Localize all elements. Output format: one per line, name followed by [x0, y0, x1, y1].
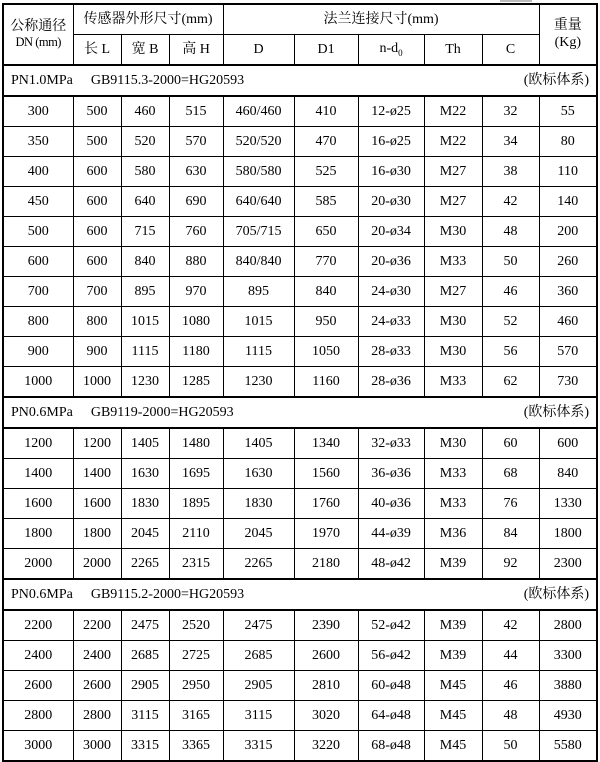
- data-cell: 2725: [169, 641, 223, 671]
- data-cell: 525: [294, 157, 358, 187]
- data-cell: 2200: [3, 610, 73, 641]
- data-cell: 715: [121, 217, 169, 247]
- data-cell: 1180: [169, 337, 223, 367]
- data-cell: 1160: [294, 367, 358, 398]
- data-cell: 300: [3, 96, 73, 127]
- data-row: [3, 459, 597, 489]
- data-cell: M27: [424, 157, 482, 187]
- data-cell: 2950: [169, 671, 223, 701]
- data-row: [3, 217, 597, 247]
- data-cell: 640/640: [223, 187, 294, 217]
- data-row: [3, 187, 597, 217]
- data-cell: 28-ø36: [358, 367, 424, 398]
- data-cell: 36-ø36: [358, 459, 424, 489]
- data-row: [3, 247, 597, 277]
- data-cell: 3220: [294, 731, 358, 762]
- data-cell: 92: [482, 549, 539, 580]
- data-row: [3, 731, 597, 762]
- data-row: [3, 157, 597, 187]
- data-cell: 840: [294, 277, 358, 307]
- data-cell: 520/520: [223, 127, 294, 157]
- data-cell: 12-ø25: [358, 96, 424, 127]
- data-cell: 2810: [294, 671, 358, 701]
- data-cell: 60: [482, 428, 539, 459]
- data-cell: 50: [482, 247, 539, 277]
- data-cell: 360: [539, 277, 597, 307]
- data-cell: 840: [121, 247, 169, 277]
- column-header-dn: [3, 4, 73, 65]
- data-cell: 3165: [169, 701, 223, 731]
- data-cell: 44-ø39: [358, 519, 424, 549]
- weight-label-line2: (Kg): [554, 34, 582, 50]
- data-cell: 2685: [121, 641, 169, 671]
- data-cell: 56: [482, 337, 539, 367]
- data-cell: 3315: [223, 731, 294, 762]
- data-cell: 1285: [169, 367, 223, 398]
- data-cell: 450: [3, 187, 73, 217]
- data-cell: 2265: [121, 549, 169, 580]
- data-cell: 5580: [539, 731, 597, 762]
- section-header-cell: [3, 397, 597, 428]
- section-header-cell: [3, 579, 597, 610]
- data-cell: 500: [73, 127, 121, 157]
- data-row: [3, 489, 597, 519]
- data-cell: 2685: [223, 641, 294, 671]
- flange-standard-label: GB9115.2-2000=HG20593: [90, 586, 245, 602]
- data-cell: 84: [482, 519, 539, 549]
- data-cell: 400: [3, 157, 73, 187]
- data-cell: 2265: [223, 549, 294, 580]
- data-cell: 3020: [294, 701, 358, 731]
- data-cell: M39: [424, 641, 482, 671]
- data-cell: 1340: [294, 428, 358, 459]
- data-cell: M30: [424, 307, 482, 337]
- data-cell: 48: [482, 701, 539, 731]
- data-cell: 2110: [169, 519, 223, 549]
- data-cell: 1695: [169, 459, 223, 489]
- data-cell: 1895: [169, 489, 223, 519]
- data-cell: 1800: [539, 519, 597, 549]
- data-cell: 200: [539, 217, 597, 247]
- data-cell: 16-ø25: [358, 127, 424, 157]
- data-cell: M45: [424, 731, 482, 762]
- data-cell: 1080: [169, 307, 223, 337]
- data-cell: 3000: [73, 731, 121, 762]
- data-cell: 1830: [121, 489, 169, 519]
- flange-standard-label: GB9115.3-2000=HG20593: [90, 72, 245, 88]
- data-cell: 56-ø42: [358, 641, 424, 671]
- data-cell: 16-ø30: [358, 157, 424, 187]
- flange-dimension-table: [2, 3, 598, 762]
- data-cell: M39: [424, 610, 482, 641]
- data-cell: M39: [424, 549, 482, 580]
- section-header-row: [3, 65, 597, 96]
- data-cell: 3880: [539, 671, 597, 701]
- data-cell: 630: [169, 157, 223, 187]
- data-cell: 2200: [73, 610, 121, 641]
- data-cell: 585: [294, 187, 358, 217]
- data-cell: 895: [223, 277, 294, 307]
- data-cell: 76: [482, 489, 539, 519]
- data-cell: 2315: [169, 549, 223, 580]
- section-header-row: [3, 397, 597, 428]
- column-header: Th: [424, 35, 482, 66]
- data-cell: 28-ø33: [358, 337, 424, 367]
- data-cell: 600: [73, 157, 121, 187]
- header-subcolumn-row: [3, 35, 597, 66]
- data-cell: 1050: [294, 337, 358, 367]
- data-cell: 760: [169, 217, 223, 247]
- data-cell: 24-ø30: [358, 277, 424, 307]
- data-cell: 570: [539, 337, 597, 367]
- header-group-row: [3, 4, 597, 35]
- data-cell: 48-ø42: [358, 549, 424, 580]
- data-cell: 1200: [3, 428, 73, 459]
- data-row: [3, 127, 597, 157]
- data-cell: 3300: [539, 641, 597, 671]
- data-cell: 260: [539, 247, 597, 277]
- data-cell: M22: [424, 127, 482, 157]
- data-cell: 2390: [294, 610, 358, 641]
- data-cell: 2400: [73, 641, 121, 671]
- data-cell: 2905: [223, 671, 294, 701]
- data-cell: 2475: [121, 610, 169, 641]
- data-cell: M33: [424, 247, 482, 277]
- table-body: [3, 65, 597, 761]
- data-cell: 4930: [539, 701, 597, 731]
- data-cell: 520: [121, 127, 169, 157]
- data-cell: 1230: [121, 367, 169, 398]
- column-header: 宽 B: [121, 35, 169, 66]
- data-cell: 2905: [121, 671, 169, 701]
- data-cell: 2000: [3, 549, 73, 580]
- data-row: [3, 610, 597, 641]
- data-cell: 2800: [73, 701, 121, 731]
- data-cell: 20-ø30: [358, 187, 424, 217]
- data-cell: 40-ø36: [358, 489, 424, 519]
- data-cell: 48: [482, 217, 539, 247]
- data-cell: 950: [294, 307, 358, 337]
- data-cell: 62: [482, 367, 539, 398]
- standard-system-note: (欧标体系): [523, 586, 590, 602]
- group-header-sensor-dimensions: 传感器外形尺寸(mm): [73, 4, 223, 35]
- data-cell: M22: [424, 96, 482, 127]
- data-cell: M45: [424, 671, 482, 701]
- data-row: [3, 519, 597, 549]
- data-cell: 900: [73, 337, 121, 367]
- data-cell: M30: [424, 337, 482, 367]
- data-cell: 1115: [223, 337, 294, 367]
- data-cell: 80: [539, 127, 597, 157]
- column-header-weight: [539, 4, 597, 65]
- data-cell: 68-ø48: [358, 731, 424, 762]
- data-cell: 20-ø36: [358, 247, 424, 277]
- data-cell: 770: [294, 247, 358, 277]
- data-row: [3, 367, 597, 398]
- data-row: [3, 549, 597, 580]
- data-cell: 1330: [539, 489, 597, 519]
- data-cell: 52: [482, 307, 539, 337]
- pressure-rating-label: PN0.6MPa: [11, 586, 73, 602]
- data-cell: 60-ø48: [358, 671, 424, 701]
- data-cell: 600: [3, 247, 73, 277]
- data-cell: 42: [482, 610, 539, 641]
- data-cell: 2600: [73, 671, 121, 701]
- data-cell: 600: [73, 247, 121, 277]
- data-row: [3, 428, 597, 459]
- pressure-rating-label: PN0.6MPa: [11, 404, 73, 420]
- data-cell: 46: [482, 671, 539, 701]
- data-cell: 1800: [3, 519, 73, 549]
- section-header-cell: [3, 65, 597, 96]
- data-cell: 1600: [3, 489, 73, 519]
- data-cell: 1630: [223, 459, 294, 489]
- data-cell: M30: [424, 428, 482, 459]
- data-cell: 470: [294, 127, 358, 157]
- data-cell: 705/715: [223, 217, 294, 247]
- data-cell: M27: [424, 187, 482, 217]
- standard-system-note: (欧标体系): [523, 72, 590, 88]
- data-cell: 460: [539, 307, 597, 337]
- data-cell: 880: [169, 247, 223, 277]
- data-cell: 1115: [121, 337, 169, 367]
- data-cell: 1000: [73, 367, 121, 398]
- group-header-flange-dimensions: 法兰连接尺寸(mm): [223, 4, 539, 35]
- data-cell: 2180: [294, 549, 358, 580]
- data-cell: 42: [482, 187, 539, 217]
- data-cell: 800: [3, 307, 73, 337]
- data-cell: 24-ø33: [358, 307, 424, 337]
- data-cell: 570: [169, 127, 223, 157]
- data-cell: 970: [169, 277, 223, 307]
- data-cell: 20-ø34: [358, 217, 424, 247]
- data-cell: 44: [482, 641, 539, 671]
- data-cell: M33: [424, 489, 482, 519]
- data-cell: M33: [424, 367, 482, 398]
- data-cell: 1015: [223, 307, 294, 337]
- data-cell: 700: [73, 277, 121, 307]
- data-cell: M27: [424, 277, 482, 307]
- data-cell: 3115: [121, 701, 169, 731]
- data-row: [3, 671, 597, 701]
- dn-label-line2: DN (mm): [15, 35, 61, 50]
- data-cell: 600: [73, 217, 121, 247]
- data-row: [3, 307, 597, 337]
- dn-label-line1: 公称通径: [10, 19, 67, 35]
- data-cell: 1760: [294, 489, 358, 519]
- data-cell: 1200: [73, 428, 121, 459]
- data-cell: 650: [294, 217, 358, 247]
- data-cell: 3365: [169, 731, 223, 762]
- data-cell: 2045: [121, 519, 169, 549]
- pressure-rating-label: PN1.0MPa: [11, 72, 73, 88]
- data-cell: 34: [482, 127, 539, 157]
- data-cell: 600: [539, 428, 597, 459]
- data-cell: 500: [3, 217, 73, 247]
- data-cell: 600: [73, 187, 121, 217]
- data-cell: 800: [73, 307, 121, 337]
- data-cell: 500: [73, 96, 121, 127]
- data-cell: M36: [424, 519, 482, 549]
- data-cell: 2475: [223, 610, 294, 641]
- data-cell: 1400: [73, 459, 121, 489]
- data-cell: 46: [482, 277, 539, 307]
- data-cell: M33: [424, 459, 482, 489]
- data-cell: 3315: [121, 731, 169, 762]
- data-cell: 1230: [223, 367, 294, 398]
- column-header: 长 L: [73, 35, 121, 66]
- data-cell: 840: [539, 459, 597, 489]
- data-cell: 900: [3, 337, 73, 367]
- data-cell: 1830: [223, 489, 294, 519]
- data-cell: 1970: [294, 519, 358, 549]
- data-cell: 840/840: [223, 247, 294, 277]
- data-cell: 730: [539, 367, 597, 398]
- data-cell: 2300: [539, 549, 597, 580]
- data-cell: 410: [294, 96, 358, 127]
- data-cell: 1405: [223, 428, 294, 459]
- column-header: 高 H: [169, 35, 223, 66]
- data-cell: 1560: [294, 459, 358, 489]
- data-cell: 1630: [121, 459, 169, 489]
- data-cell: 2800: [3, 701, 73, 731]
- data-cell: 1400: [3, 459, 73, 489]
- data-cell: 2045: [223, 519, 294, 549]
- data-cell: 2520: [169, 610, 223, 641]
- data-cell: 3000: [3, 731, 73, 762]
- standard-system-note: (欧标体系): [523, 404, 590, 420]
- column-header: C: [482, 35, 539, 66]
- weight-label-line1: 重量: [553, 18, 582, 34]
- data-cell: 3115: [223, 701, 294, 731]
- page-edge-artifact: [500, 0, 532, 2]
- column-header: D1: [294, 35, 358, 66]
- data-row: [3, 277, 597, 307]
- data-cell: 52-ø42: [358, 610, 424, 641]
- data-cell: 64-ø48: [358, 701, 424, 731]
- data-cell: 2600: [294, 641, 358, 671]
- data-cell: 2000: [73, 549, 121, 580]
- data-cell: 38: [482, 157, 539, 187]
- data-cell: 68: [482, 459, 539, 489]
- data-cell: 2800: [539, 610, 597, 641]
- data-cell: 350: [3, 127, 73, 157]
- data-cell: M45: [424, 701, 482, 731]
- data-cell: 460: [121, 96, 169, 127]
- data-row: [3, 701, 597, 731]
- table-header: [3, 4, 597, 65]
- flange-standard-label: GB9119-2000=HG20593: [90, 404, 234, 420]
- data-cell: 1405: [121, 428, 169, 459]
- data-cell: 460/460: [223, 96, 294, 127]
- data-cell: 515: [169, 96, 223, 127]
- data-cell: 110: [539, 157, 597, 187]
- data-cell: 50: [482, 731, 539, 762]
- data-cell: 1000: [3, 367, 73, 398]
- data-cell: 140: [539, 187, 597, 217]
- data-cell: 1600: [73, 489, 121, 519]
- column-header: D: [223, 35, 294, 66]
- column-header: $n-d_0$: [358, 35, 424, 66]
- data-cell: 640: [121, 187, 169, 217]
- data-cell: 690: [169, 187, 223, 217]
- data-cell: 1480: [169, 428, 223, 459]
- data-cell: 32-ø33: [358, 428, 424, 459]
- data-cell: M30: [424, 217, 482, 247]
- data-cell: 580: [121, 157, 169, 187]
- data-cell: 1015: [121, 307, 169, 337]
- data-row: [3, 337, 597, 367]
- data-cell: 32: [482, 96, 539, 127]
- data-cell: 2600: [3, 671, 73, 701]
- data-cell: 700: [3, 277, 73, 307]
- data-cell: 580/580: [223, 157, 294, 187]
- section-header-row: [3, 579, 597, 610]
- data-row: [3, 641, 597, 671]
- data-cell: 1800: [73, 519, 121, 549]
- data-cell: 2400: [3, 641, 73, 671]
- data-cell: 895: [121, 277, 169, 307]
- data-cell: 55: [539, 96, 597, 127]
- data-row: [3, 96, 597, 127]
